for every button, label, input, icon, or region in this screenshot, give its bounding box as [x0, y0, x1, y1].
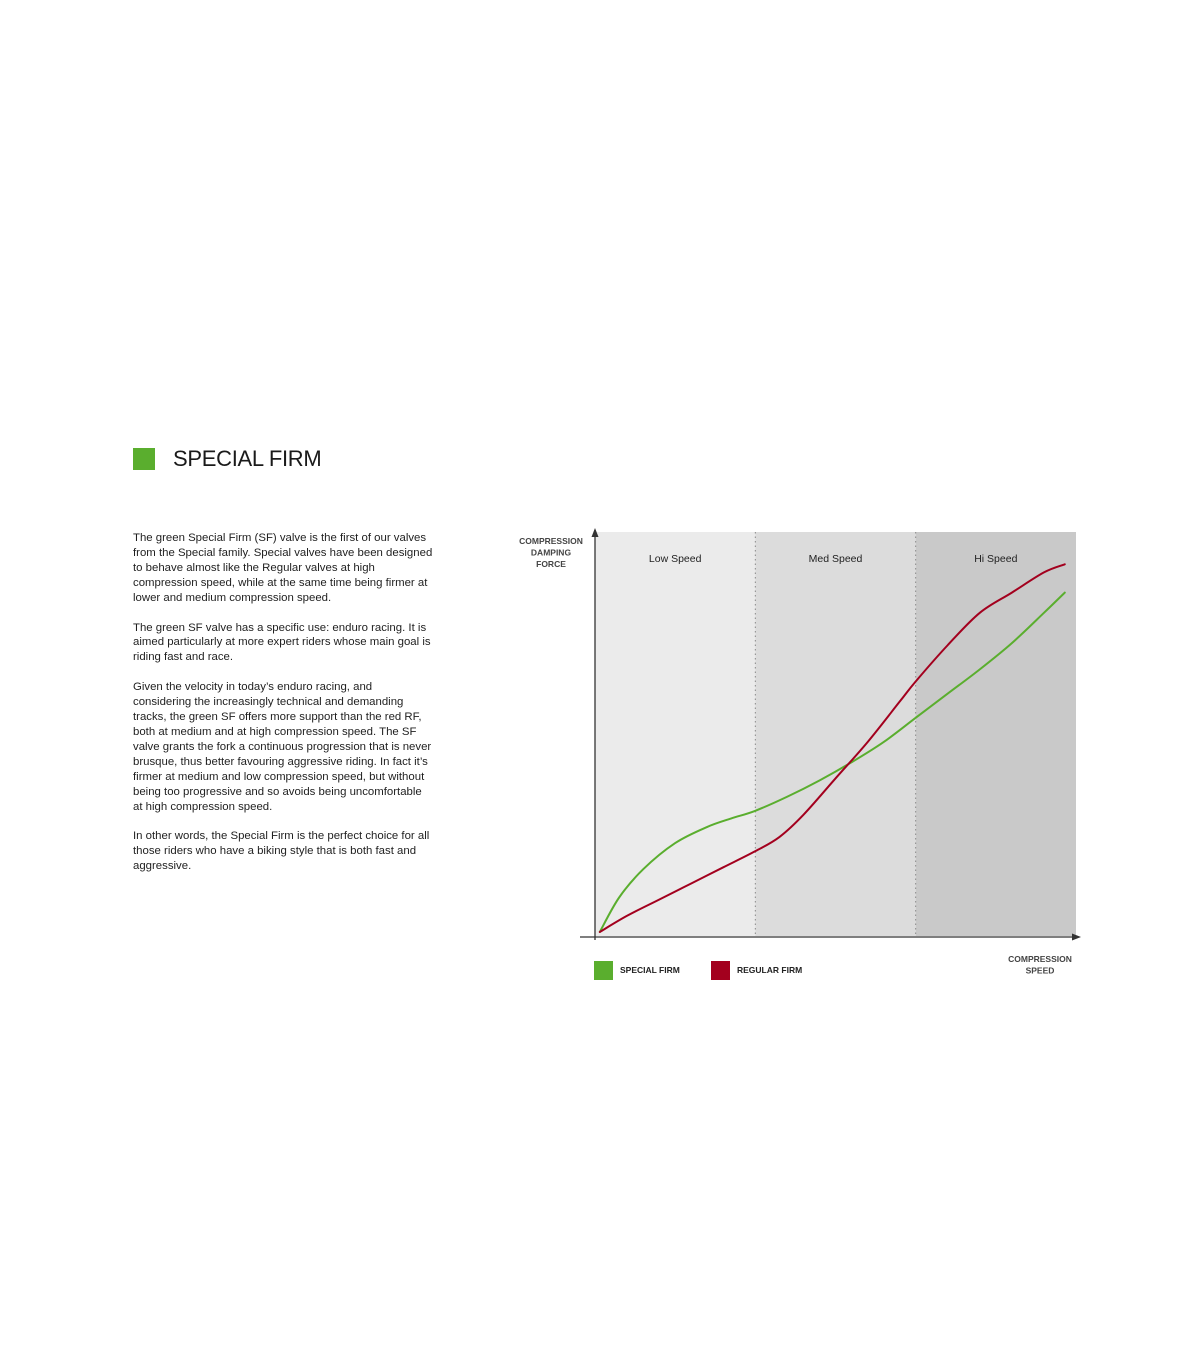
legend-label-regular-firm: REGULAR FIRM	[737, 965, 803, 975]
region-band-low-speed	[595, 532, 755, 936]
paragraph-4: In other words, the Special Firm is the perfect choice for all those riders who have a biking style that is both fast and aggressive.	[133, 830, 430, 873]
x-axis-title-line: SPEED	[1025, 965, 1055, 976]
section-title: SPECIAL FIRM	[173, 446, 322, 471]
region-band-med-speed	[755, 532, 915, 936]
x-axis-title-line: COMPRESSION	[1008, 954, 1072, 964]
y-axis-title-line: FORCE	[536, 559, 566, 569]
y-axis-title-line: DAMPING	[530, 547, 572, 558]
legend-label-special-firm: SPECIAL FIRM	[620, 965, 680, 975]
y-axis-title-line: COMPRESSION	[519, 536, 583, 546]
paragraph-3: Given the velocity in today’s enduro racing, and considering the increasingly technical and demanding tracks, the green SF offers more support than the red RF, both at medium and at high compression speed. The SF valve grants the fork a continuous progression that is never brusque, thus better favouring aggressive riding. In fact it’s firmer at medium and low compression speed, but without being too progressive and so avoids being uncomfortable at high compression speed.	[133, 681, 432, 813]
region-label-med-speed: Med Speed	[808, 553, 863, 565]
x-axis-arrow-icon	[1072, 934, 1081, 941]
region-label-low-speed: Low Speed	[648, 553, 702, 565]
paragraph-2: The green SF valve has a specific use: enduro racing. It is aimed particularly at more expert riders whose main goal is riding fast and race.	[133, 621, 431, 664]
legend-swatch-special-firm	[594, 961, 613, 980]
paragraph-1: The green Special Firm (SF) valve is the first of our valves from the Special family. Special valves have been designed to behave almost like the Regular valves at high compression speed, while at the same time being firmer at lower and medium compression speed.	[133, 532, 433, 604]
legend-swatch-regular-firm	[711, 961, 730, 980]
region-label-hi-speed: Hi Speed	[974, 553, 1018, 565]
region-band-hi-speed	[916, 532, 1076, 936]
